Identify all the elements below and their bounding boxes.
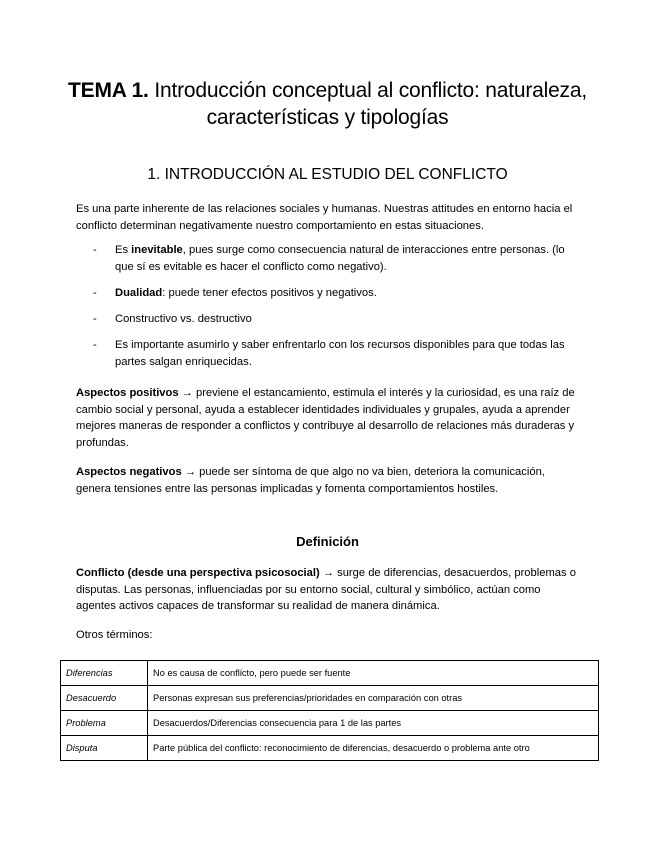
arrow: → [178,387,196,399]
intro-paragraph: Es una parte inherente de las relaciones sociales y humanas. Nuestras attitudes en entorno hacia el conflicto determinan negativamente nuestro comportamiento en estas situaciones. [76,203,573,232]
negative-aspects-label: Aspectos negativos [76,466,182,478]
table-row [61,661,599,686]
bullet-dash: - [93,287,97,299]
table-row [61,686,599,711]
bullet-text: , pues surge como consecuencia natural de interacciones entre personas. (lo que sí es evitable es hacer el conflicto como negativo). [115,244,565,273]
list-item [93,311,583,328]
bullet-text: Constructivo vs. destructivo [115,313,252,325]
list-item [93,337,583,370]
bullet-text: : puede tener efectos positivos y negativos. [162,287,377,299]
definition-label: Conflicto (desde una perspectiva psicosocial) [76,567,320,579]
positive-aspects-paragraph [76,385,581,451]
description-cell: Parte pública del conflicto: reconocimiento de diferencias, desacuerdo o problema ante otro [148,736,599,761]
bullet-dash: - [93,313,97,325]
description-cell: Desacuerdos/Diferencias consecuencia para 1 de las partes [148,711,599,736]
bullet-dash: - [93,339,97,351]
arrow: → [319,567,338,579]
section-heading: 1. INTRODUCCIÓN AL ESTUDIO DEL CONFLICTO [147,166,508,183]
title-prefix: TEMA 1. [68,79,155,102]
bullet-bold-text: inevitable [131,244,183,256]
page-title [40,77,615,131]
bullet-bold-text: Dualidad [115,287,163,299]
positive-aspects-label: Aspectos positivos [76,387,179,399]
list-item [93,285,583,302]
other-terms-label: Otros términos: [76,629,153,641]
term-cell: Diferencias [61,661,148,686]
bullet-dash: - [93,244,97,256]
term-cell: Desacuerdo [61,686,148,711]
definition-heading: Definición [296,534,359,549]
table-row [61,711,599,736]
title-text: Introducción conceptual al conflicto: naturaleza, características y tipologías [154,79,587,129]
list-item [93,242,583,275]
table-row [61,736,599,761]
definition-text: surge de diferencias, desacuerdos, problemas o disputas. Las personas, influenciadas por su entorno social, cultural y simbólico, actúan como agentes activos capaces de transformar su realidad de manera dinámica. [76,567,576,612]
definition-paragraph [76,565,581,615]
description-cell: No es causa de conflicto, pero puede ser fuente [148,661,599,686]
negative-aspects-text: puede ser síntoma de que algo no va bien, deteriora la comunicación, genera tensiones entre las personas implicadas y fomenta comportamientos hostiles. [76,466,545,495]
term-cell: Problema [61,711,148,736]
description-cell: Personas expresan sus preferencias/prioridades en comparación con otras [148,686,599,711]
negative-aspects-paragraph [76,464,581,497]
bullet-text: Es [115,244,132,256]
positive-aspects-text: previene el estancamiento, estimula el interés y la curiosidad, es una raíz de cambio social y personal, ayuda a establecer identidades individuales y grupales, ayuda a aprender mejores maneras de responder a conflictos y contribuye al desarrollo de relaciones más duraderas y profundas. [76,387,575,449]
bullet-text: Es importante asumirlo y saber enfrentarlo con los recursos disponibles para que todas las partes salgan enriquecidas. [115,339,565,368]
term-cell: Disputa [61,736,148,761]
terms-table [60,660,599,761]
arrow: → [181,466,200,478]
